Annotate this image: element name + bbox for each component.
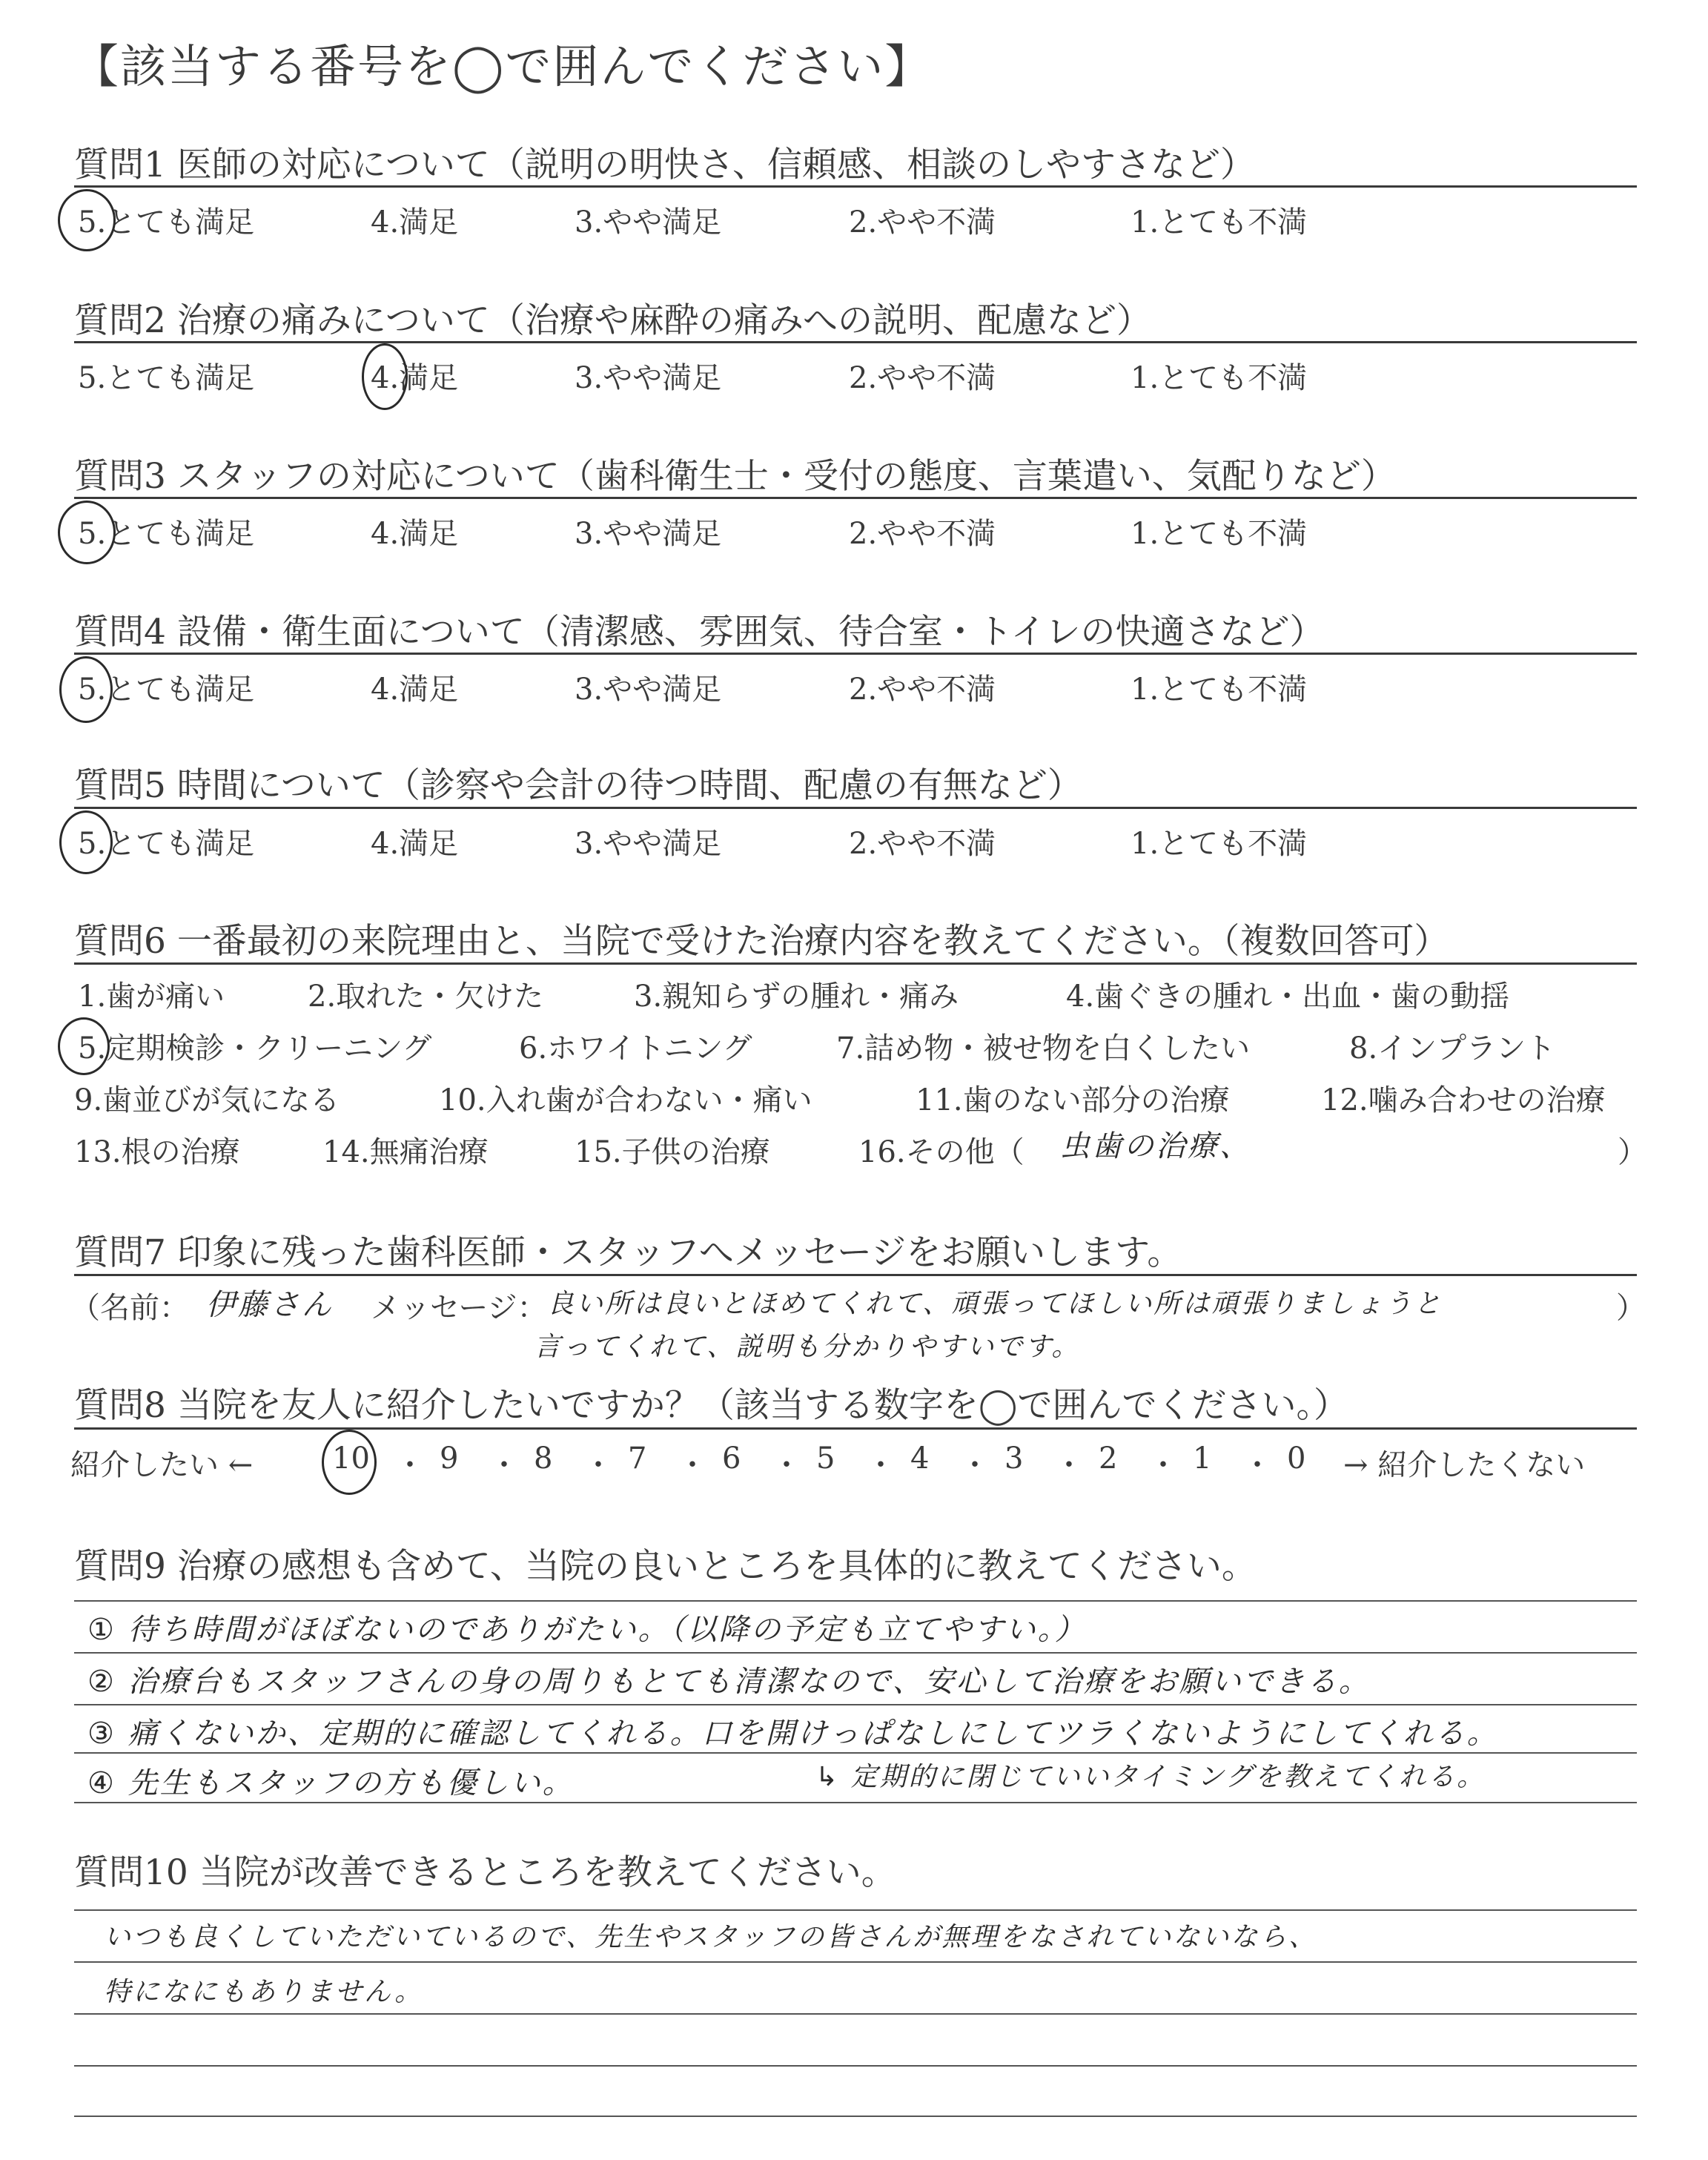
q9-answer-line-2[interactable]: ② 治療台もスタッフさんの身の周りもとても清潔なので、安心して治療をお願いできる。 (87, 1665, 1371, 1699)
q2-option-1[interactable]: 1.とても不満 (1131, 361, 1308, 395)
q6-option-1[interactable]: 1.歯が痛い (78, 980, 225, 1014)
q6-option-16[interactable]: 16.その他（ (858, 1135, 1025, 1169)
q8-separator: ・ (678, 1448, 707, 1482)
q7-message-line-2[interactable]: 言ってくれて、説明も分かりやすいです。 (534, 1332, 1081, 1362)
q2-option-2[interactable]: 2.やや不満 (849, 361, 996, 395)
q8-scale-6[interactable]: 6 (722, 1441, 741, 1476)
q5-option-4[interactable]: 4.満足 (371, 827, 459, 861)
question-9-title: 質問9 治療の感想も含めて、当院の良いところを具体的に教えてください。 (74, 1546, 1257, 1587)
q9-answer-line-1[interactable]: ① 待ち時間がほぼないのでありがたい。（以降の予定も立てやすい。） (87, 1613, 1087, 1647)
q6-option-6[interactable]: 6.ホワイトニング (519, 1031, 752, 1066)
q1-option-5[interactable]: 5.とても満足 (78, 205, 255, 240)
q8-separator: ・ (395, 1448, 425, 1482)
q1-option-1[interactable]: 1.とても不満 (1131, 205, 1308, 240)
q8-scale-3[interactable]: 3 (1004, 1441, 1024, 1476)
q8-scale-0[interactable]: 0 (1287, 1441, 1306, 1476)
q6-option-13[interactable]: 13.根の治療 (74, 1135, 240, 1169)
page-title: 【該当する番号を◯で囲んでください】 (73, 39, 933, 93)
q8-left-label: 紹介したい ← (70, 1448, 254, 1482)
q10-line (74, 2116, 1637, 2117)
q5-option-1[interactable]: 1.とても不満 (1131, 827, 1308, 861)
question-10-title: 質問10 当院が改善できるところを教えてください。 (74, 1852, 896, 1893)
q6-option-8[interactable]: 8.インプラント (1349, 1031, 1556, 1066)
q9-line (74, 1652, 1637, 1654)
q9-line (74, 1600, 1637, 1602)
q3-option-1[interactable]: 1.とても不満 (1131, 517, 1308, 551)
q4-option-5[interactable]: 5.とても満足 (78, 673, 255, 707)
question-7-rule (74, 1274, 1637, 1276)
q9-answer-line-3[interactable]: ③ 痛くないか、定期的に確認してくれる。口を開けっぱなしにしてツラくないようにしてくれる。 (87, 1717, 1499, 1751)
q8-separator: ・ (583, 1448, 613, 1482)
q8-scale-9[interactable]: 9 (440, 1441, 459, 1476)
question-3-rule (74, 497, 1637, 499)
q3-option-2[interactable]: 2.やや不満 (849, 517, 996, 551)
q8-right-label: → 紹介したくない (1343, 1448, 1586, 1482)
q6-option-2[interactable]: 2.取れた・欠けた (308, 980, 544, 1014)
question-2-title: 質問2 治療の痛みについて（治療や麻酔の痛みへの説明、配慮など） (74, 300, 1151, 341)
q8-scale-1[interactable]: 1 (1193, 1441, 1212, 1476)
q8-separator: ・ (1242, 1448, 1272, 1482)
q8-scale-7[interactable]: 7 (628, 1441, 647, 1476)
question-2-rule (74, 341, 1637, 343)
q4-option-2[interactable]: 2.やや不満 (849, 673, 996, 707)
q6-option-9[interactable]: 9.歯並びが気になる (74, 1083, 340, 1117)
q8-scale-5[interactable]: 5 (816, 1441, 835, 1476)
q9-line (74, 1704, 1637, 1705)
q3-option-3[interactable]: 3.やや満足 (575, 517, 722, 551)
question-7-title: 質問7 印象に残った歯科医師・スタッフへメッセージをお願いします。 (74, 1232, 1182, 1273)
q6-other-close: ） (1618, 1135, 1647, 1169)
q1-option-2[interactable]: 2.やや不満 (849, 205, 996, 240)
q6-option-12[interactable]: 12.噛み合わせの治療 (1321, 1083, 1606, 1117)
q10-line (74, 1909, 1637, 1911)
q5-option-3[interactable]: 3.やや満足 (575, 827, 722, 861)
q6-option-14[interactable]: 14.無痛治療 (322, 1135, 489, 1169)
q2-option-4[interactable]: 4.満足 (371, 361, 459, 395)
question-4-title: 質問4 設備・衛生面について（清潔感、雰囲気、待合室・トイレの快適さなど） (74, 612, 1325, 653)
q6-option-4[interactable]: 4.歯ぐきの腫れ・出血・歯の動揺 (1066, 980, 1510, 1014)
q5-option-5[interactable]: 5.とても満足 (78, 827, 255, 861)
q8-separator: ・ (772, 1448, 801, 1482)
q8-scale-4[interactable]: 4 (910, 1441, 930, 1476)
q2-option-3[interactable]: 3.やや満足 (575, 361, 722, 395)
q6-option-15[interactable]: 15.子供の治療 (575, 1135, 770, 1169)
q8-separator: ・ (960, 1448, 990, 1482)
q8-scale-2[interactable]: 2 (1099, 1441, 1118, 1476)
question-5-title: 質問5 時間について（診察や会計の待つ時間、配慮の有無など） (74, 765, 1082, 806)
q7-close-paren: ） (1616, 1291, 1646, 1325)
q7-name-label: （名前： (70, 1291, 189, 1325)
q9-line (74, 1802, 1637, 1803)
question-1-rule (74, 185, 1637, 188)
q6-option-7[interactable]: 7.詰め物・被せ物を白くしたい (836, 1031, 1251, 1066)
question-3-title: 質問3 スタッフの対応について（歯科衛生士・受付の態度、言葉遣い、気配りなど） (74, 456, 1396, 497)
q3-option-5[interactable]: 5.とても満足 (78, 517, 255, 551)
q4-option-3[interactable]: 3.やや満足 (575, 673, 722, 707)
q6-option-10[interactable]: 10.入れ歯が合わない・痛い (439, 1083, 812, 1117)
q6-option-5[interactable]: 5.定期検診・クリーニング (78, 1031, 432, 1066)
q10-line (74, 2065, 1637, 2067)
q5-option-2[interactable]: 2.やや不満 (849, 827, 996, 861)
question-5-rule (74, 807, 1637, 809)
question-8-rule (74, 1427, 1637, 1430)
question-1-title: 質問1 医師の対応について（説明の明快さ、信頼感、相談のしやすさなど） (74, 145, 1256, 185)
q3-option-4[interactable]: 4.満足 (371, 517, 459, 551)
question-6-title: 質問6 一番最初の来院理由と、当院で受けた治療内容を教えてください。（複数回答可） (74, 921, 1449, 962)
question-8-title: 質問8 当院を友人に紹介したいですか？（該当する数字を◯で囲んでください。） (74, 1385, 1348, 1426)
q10-line (74, 1961, 1637, 1963)
q8-separator: ・ (866, 1448, 896, 1482)
q10-answer-line-1[interactable]: いつも良くしていただいているので、先生やスタッフの皆さんが無理をなされていないなら、 (104, 1922, 1318, 1952)
q7-name-value[interactable]: 伊藤さん (206, 1288, 334, 1322)
q8-separator: ・ (1054, 1448, 1084, 1482)
q9-line (74, 1752, 1637, 1754)
q7-message-label: メッセージ： (371, 1291, 547, 1325)
q7-message-line-1[interactable]: 良い所は良いとほめてくれて、頑張ってほしい所は頑張りましょうと (547, 1289, 1443, 1319)
q2-option-5[interactable]: 5.とても満足 (78, 361, 255, 395)
q8-scale-10[interactable]: 10 (332, 1441, 370, 1476)
q8-separator: ・ (489, 1448, 519, 1482)
q10-line (74, 2013, 1637, 2015)
q8-separator: ・ (1148, 1448, 1178, 1482)
question-6-rule (74, 962, 1637, 965)
q9-answer-line-4[interactable]: ④ 先生もスタッフの方も優しい。 (87, 1766, 575, 1800)
question-4-rule (74, 653, 1637, 655)
q6-other-answer[interactable]: 虫歯の治療、 (1060, 1129, 1251, 1163)
q6-option-11[interactable]: 11.歯のない部分の治療 (916, 1083, 1230, 1117)
q1-option-3[interactable]: 3.やや満足 (575, 205, 722, 240)
q10-answer-line-2[interactable]: 特になにもありません。 (104, 1977, 424, 2007)
q9-answer-note[interactable]: ↳ 定期的に閉じていいタイミングを教えてくれる。 (815, 1762, 1486, 1792)
q1-option-4[interactable]: 4.満足 (371, 205, 459, 240)
q6-option-3[interactable]: 3.親知らずの腫れ・痛み (634, 980, 959, 1014)
q4-option-4[interactable]: 4.満足 (371, 673, 459, 707)
q8-scale-8[interactable]: 8 (534, 1441, 553, 1476)
q4-option-1[interactable]: 1.とても不満 (1131, 673, 1308, 707)
